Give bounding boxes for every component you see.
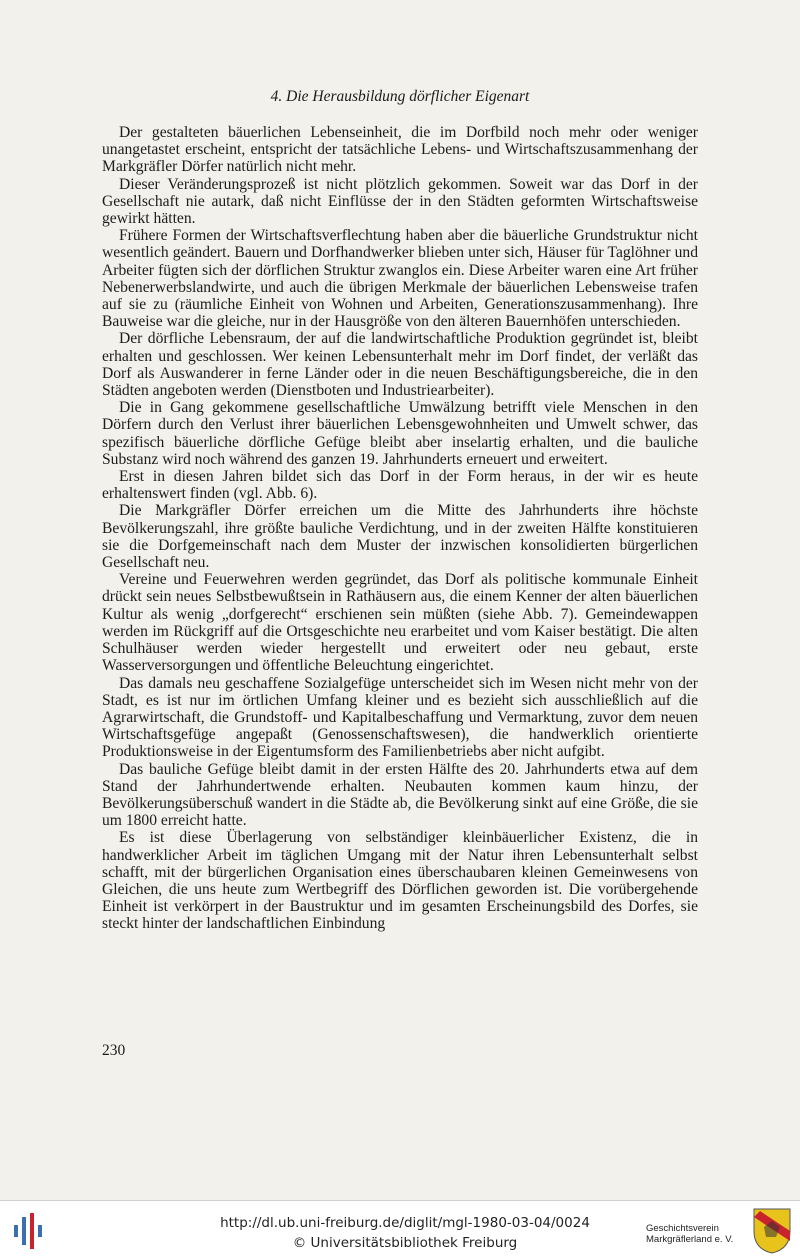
viewer-footer bbox=[0, 1200, 800, 1260]
paragraph: Die Markgräfler Dörfer erreichen um die Mitte des Jahrhunderts ihre höchste Bevölkerungszahl, ihre größte bauliche Verdichtung, und in der zweiten Hälfte konstituieren sie die Dorfgemeinschaft nach dem Muster der inzwischen konsolidierten bürgerlichen Gesellschaft neu. bbox=[102, 502, 698, 572]
paragraph: Die in Gang gekommene gesellschaftliche Umwälzung betrifft viele Menschen in den Dörfern durch den Verlust ihrer bäuerlichen Lebensgewohnheiten und Umwelt schwer, das spezifisch bäuerliche dörfliche Gefüge bleibt aber inselartig erhalten, und die bauliche Substanz wird noch während des ganzen 19. Jahrhunderts erneuert und erweitert. bbox=[102, 399, 698, 468]
paragraph: Vereine und Feuerwehren werden gegründet, das Dorf als politische kommunale Einheit drückt sein neues Selbstbewußtsein in Rathäusern aus, die einem Kenner der alten bäuerlichen Kultur als wenig „dorfgerecht“ erschienen sein müßten (siehe Abb. 7). Gemeindewappen werden im Rückgriff auf die Ortsgeschichte neu erarbeitet und vom Kaiser bestätigt. Die alten Schulhäuser werden wieder hergestellt und erweitert oder neu gebaut, erste Wasserversorgungen und öffentliche Beleuchtung eingerichtet. bbox=[102, 571, 698, 675]
body-text bbox=[102, 124, 698, 933]
paragraph: Erst in diesen Jahren bildet sich das Dorf in der Form heraus, in der wir es heute erhaltenswert finden (vgl. Abb. 6). bbox=[102, 468, 698, 503]
society-name-line: Geschichtsverein bbox=[646, 1223, 719, 1234]
library-logo-icon bbox=[12, 1211, 46, 1251]
society-name bbox=[646, 1223, 750, 1245]
paragraph: Frühere Formen der Wirtschaftsverflechtung haben aber die bäuerliche Grundstruktur nicht wesentlich geändert. Bauern und Dorfhandwerker blieben unter sich, Häuser für Taglöhner und Arbeiter fügten sich der dörflichen Struktur zwanglos ein. Diese Arbeiter waren eine Art früher Nebenerwerbslandwirte, und auch die übrigen Merkmale der bäuerlichen Lebensweise trafen auf sie zu (räumliche Einheit von Wohnen und Arbeiten, Generationszusammenhang). Ihre Bauweise war die gleiche, nur in der Hausgröße von den älteren Bauernhöfen unterschieden. bbox=[102, 227, 698, 331]
coat-of-arms-icon bbox=[752, 1207, 792, 1255]
paragraph: Das damals neu geschaffene Sozialgefüge unterscheidet sich im Wesen nicht mehr von der Stadt, es ist nur im örtlichen Umfang kleiner und es bezieht sich ausschließlich auf die Agrarwirtschaft, die Grundstoff- und Kapitalbeschaffung und Vermarktung, zuvor dem neuen Wirtschaftsgefüge angepaßt (Genossenschaftswesen), die handwerklich orientierte Produktionsweise in der Eigentumsform des Familienbetriebs aber nicht aufgibt. bbox=[102, 674, 698, 761]
running-head: 4. Die Herausbildung dörflicher Eigenart bbox=[270, 88, 530, 105]
paragraph: Dieser Veränderungsprozeß ist nicht plötzlich gekommen. Soweit war das Dorf in der Gesellschaft nie autark, daß nicht Einflüsse der in den Städten geformten Wirtschaftsweise gewirkt hätten. bbox=[102, 175, 698, 228]
paragraph: Das bauliche Gefüge bleibt damit in der ersten Hälfte des 20. Jahrhunderts etwa auf dem Stand der Jahrhundertwende erhalten. Neubauten kommen kaum hinzu, der Bevölkerungsüberschuß wandert in die Städte ab, die Bevölkerung sinkt auf eine Größe, die sie um 1800 erreicht hatte. bbox=[102, 760, 698, 830]
paragraph: Der dörfliche Lebensraum, der auf die landwirtschaftliche Produktion gegründet ist, bleibt erhalten und geschlossen. Wer keinen Lebensunterhalt mehr im Dorf findet, der verläßt das Dorf als Auswanderer in ferne Länder oder in die neuen Beschäftigungsbereiche, die in den Städten angeboten werden (Dienstboten und Industriearbeiter). bbox=[102, 330, 698, 400]
copyright-notice: © Universitätsbibliothek Freiburg bbox=[292, 1235, 518, 1251]
paragraph: Der gestalteten bäuerlichen Lebenseinheit, die im Dorfbild noch mehr oder weniger unangetastet erscheint, entspricht der tatsächliche Lebens- und Wirtschaftszusammenhang der Markgräfler Dörfer natürlich nicht mehr. bbox=[102, 124, 698, 176]
page-number: 230 bbox=[102, 1042, 126, 1059]
paragraph: Es ist diese Überlagerung von selbständiger kleinbäuerlicher Existenz, die in handwerklicher Arbeit im täglichen Umgang mit der Natur ihren Lebensunterhalt selbst schafft, mit der bürgerlichen Organisation eines überschaubaren kleinen Gemeinwesens von Gleichen, die uns heute zum Wertbegriff des Dörflichen geworden ist. Die vorübergehende Einheit ist verkörpert in der Baustruktur und im gesamten Erscheinungsbild des Dorfes, sie steckt hinter der landschaftlichen Einbindung bbox=[102, 829, 698, 933]
society-name-line: Markgräflerland e. V. bbox=[646, 1234, 734, 1245]
permalink-url[interactable]: http://dl.ub.uni-freiburg.de/diglit/mgl-1980-03-04/0024 bbox=[220, 1215, 590, 1231]
